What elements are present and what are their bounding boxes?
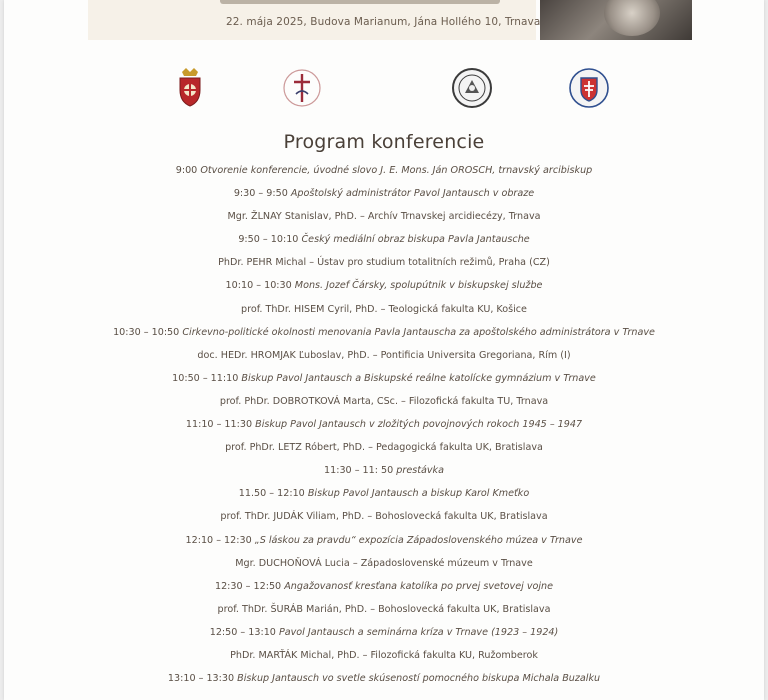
talk-title: Pavol Jantausch a seminárna kríza v Trnave (1923 – 1924) — [278, 626, 559, 638]
program-time: 9:00 — [175, 165, 201, 176]
banner-title-fragment — [220, 0, 500, 4]
program-time: 11:10 – 11:30 — [185, 419, 256, 431]
program-speaker — [4, 205, 764, 228]
speaker-affiliation: prof. ThDr. JUDÁK Viliam, PhD. – Bohoslovecká fakulta UK, Bratislava — [220, 511, 548, 523]
program-talk — [4, 529, 764, 552]
program-speaker — [4, 598, 764, 621]
event-date-location: 22. mája 2025, Budova Marianum, Jána Hollého 10, Trnava — [226, 16, 541, 28]
program-speaker — [4, 298, 764, 321]
program-time: 13:10 – 13:30 — [167, 673, 238, 685]
talk-title: Biskup Pavol Jantausch a Biskupské reálne katolícke gymnázium v Trnave — [241, 372, 596, 384]
program-talk — [4, 575, 764, 598]
program-talk — [4, 621, 764, 644]
talk-title: Mons. Jozef Čársky, spolupútnik v biskupskej službe — [294, 280, 543, 292]
program-time: 10:10 – 10:30 — [225, 280, 295, 292]
talk-title: Český mediální obraz biskupa Pavla Jantausche — [301, 234, 530, 246]
program-time: 11.50 – 12:10 — [238, 488, 308, 500]
program-talk — [4, 182, 764, 205]
program-speaker — [4, 251, 764, 274]
talk-title: „S láskou za pravdu“ expozícia Západoslovenského múzea v Trnave — [254, 534, 583, 546]
program-time: 12:10 – 12:30 — [185, 534, 255, 546]
program-document — [4, 0, 764, 700]
program-talk — [4, 274, 764, 297]
speaker-affiliation: PhDr. MARŤÁK Michal, PhD. – Filozofická fakulta KU, Ružomberok — [230, 649, 538, 661]
program-talk — [4, 159, 764, 182]
event-banner — [88, 0, 541, 40]
speaker-affiliation: PhDr. PEHR Michal – Ústav pro studium totalitních režimů, Praha (CZ) — [218, 257, 550, 269]
program-talk — [4, 228, 764, 251]
talk-title: Biskup Pavol Jantausch a biskup Karol Kmeťko — [307, 488, 530, 500]
talk-title: prestávka — [396, 465, 444, 477]
program-time: 10:50 – 11:10 — [172, 372, 242, 384]
talk-title: Biskup Jantausch vo svetle skúseností pomocného biskupa Michala Buzalku — [237, 673, 601, 685]
speaker-affiliation: prof. ThDr. ŠURÁB Marián, PhD. – Bohoslovecká fakulta UK, Bratislava — [217, 603, 551, 615]
program-talk — [4, 367, 764, 390]
program-speaker — [4, 344, 764, 367]
program-talk — [4, 667, 764, 690]
program-time: 12:50 – 13:10 — [209, 626, 279, 638]
program-speaker — [4, 390, 764, 413]
program-time: 9:50 – 10:10 — [238, 234, 302, 246]
speaker-affiliation: doc. HEDr. HROMJAK Ľuboslav, PhD. – Pontificia Universita Gregoriana, Rím (I) — [197, 349, 571, 361]
speaker-affiliation: Mgr. DUCHOŇOVÁ Lucia – Západoslovenské múzeum v Trnave — [235, 557, 533, 569]
talk-title: Cirkevno-politické okolnosti menovania Pavla Jantauscha za apoštolského administrátora v Trnave — [182, 326, 655, 338]
program-time: 10:30 – 10:50 — [113, 326, 183, 338]
program-talk — [4, 459, 764, 482]
talk-title: Angažovanosť kresťana katolíka po prvej svetovej vojne — [284, 580, 554, 592]
talk-title: Biskup Pavol Jantausch v zložitých povojnových rokoch 1945 – 1947 — [255, 419, 583, 431]
program-list — [4, 159, 764, 690]
program-speaker — [4, 505, 764, 528]
program-speaker — [4, 552, 764, 575]
talk-title: Apoštolský administrátor Pavol Jantausch v obraze — [290, 188, 535, 200]
program-talk — [4, 482, 764, 505]
shield-emblem-icon — [567, 66, 611, 110]
speaker-affiliation: prof. PhDr. DOBROTKOVÁ Marta, CSc. – Filozofická fakulta TU, Trnava — [219, 395, 549, 407]
coat-of-arms-icon — [168, 66, 212, 110]
program-speaker — [4, 644, 764, 667]
program-talk — [4, 413, 764, 436]
program-speaker — [4, 436, 764, 459]
program-time: 9:30 – 9:50 — [233, 188, 291, 200]
university-seal-icon — [450, 66, 494, 110]
talk-title: Otvorenie konferencie, úvodné slovo J. E. Mons. Ján OROSCH, trnavský arcibiskup — [200, 165, 593, 176]
program-time: 11:30 – 11: 50 — [324, 465, 397, 477]
speaker-affiliation: Mgr. ŽLNAY Stanislav, PhD. – Archív Trnavskej arcidiecézy, Trnava — [227, 211, 541, 223]
speaker-affiliation: prof. ThDr. HISEM Cyril, PhD. – Teologická fakulta KU, Košice — [241, 303, 527, 315]
banner-photo — [540, 0, 692, 40]
program-time: 12:30 – 12:50 — [214, 580, 285, 592]
cross-emblem-icon — [280, 66, 324, 110]
program-heading: Program konferencie — [283, 131, 485, 153]
speaker-affiliation: prof. PhDr. LETZ Róbert, PhD. – Pedagogická fakulta UK, Bratislava — [225, 442, 543, 454]
program-talk — [4, 321, 764, 344]
